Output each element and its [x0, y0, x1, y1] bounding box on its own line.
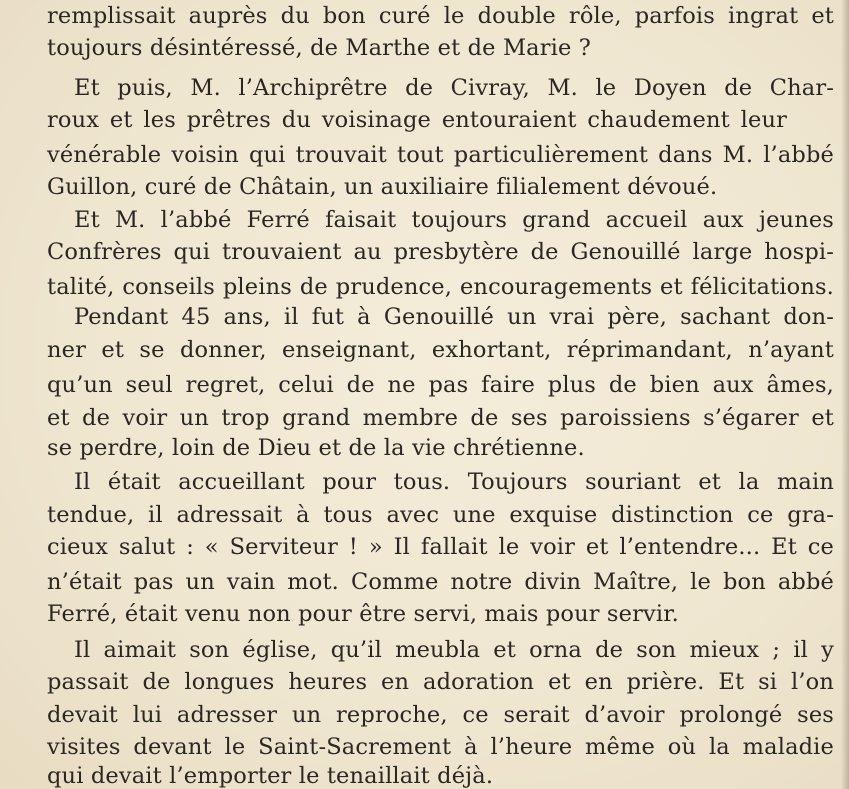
text-line: toujours désintéressé, de Marthe et de Marie ? — [47, 35, 591, 61]
text-line: Pendant 45 ans, il fut à Genouillé un vrai père, sachant don- — [74, 304, 834, 330]
text-line: qu’un seul regret, celui de ne pas faire plus de bien aux âmes, — [47, 372, 834, 398]
text-line: Guillon, curé de Châtain, un auxiliaire filialement dévoué. — [47, 174, 718, 200]
text-line: visites devant le Saint-Sacrement à l’heure même où la maladie — [47, 734, 834, 760]
text-line: Ferré, était venu non pour être servi, mais pour servir. — [47, 601, 679, 627]
text-line: vénérable voisin qui trouvait tout particulièrement dans M. l’abbé — [47, 142, 834, 168]
text-line: et de voir un trop grand membre de ses paroissiens s’égarer et — [47, 405, 834, 431]
text-line: n’était pas un vain mot. Comme notre divin Maître, le bon abbé — [47, 569, 834, 595]
text-line: Il était accueillant pour tous. Toujours souriant et la main — [74, 469, 834, 495]
text-line: remplissait auprès du bon curé le double rôle, parfois ingrat et — [47, 3, 834, 29]
text-line: tendue, il adressait à tous avec une exquise distinction ce gra- — [47, 502, 834, 528]
page-edge-shadow — [841, 0, 849, 789]
text-line: talité, conseils pleins de prudence, encouragements et félicitations. — [47, 274, 834, 300]
text-line: Confrères qui trouvaient au presbytère de Genouillé large hospi- — [47, 239, 834, 265]
text-line: Et M. l’abbé Ferré faisait toujours grand accueil aux jeunes — [74, 207, 834, 233]
text-line: cieux salut : « Serviteur ! » Il fallait le voir et l’entendre... Et ce — [47, 534, 834, 560]
text-line: Et puis, M. l’Archiprêtre de Civray, M. le Doyen de Char- — [74, 75, 834, 101]
text-line: se perdre, loin de Dieu et de la vie chrétienne. — [47, 435, 585, 461]
text-line: Il aimait son église, qu’il meubla et orna de son mieux ; il y — [74, 637, 834, 663]
text-line: devait lui adresser un reproche, ce serait d’avoir prolongé ses — [47, 702, 834, 728]
text-line: qui devait l’emporter le tenaillait déjà. — [47, 763, 494, 789]
text-line: roux et les prêtres du voisinage entouraient chaudement leur — [47, 107, 787, 133]
text-line: passait de longues heures en adoration et en prière. Et si l’on — [47, 669, 834, 695]
text-line: ner et se donner, enseignant, exhortant, réprimandant, n’ayant — [47, 337, 834, 363]
